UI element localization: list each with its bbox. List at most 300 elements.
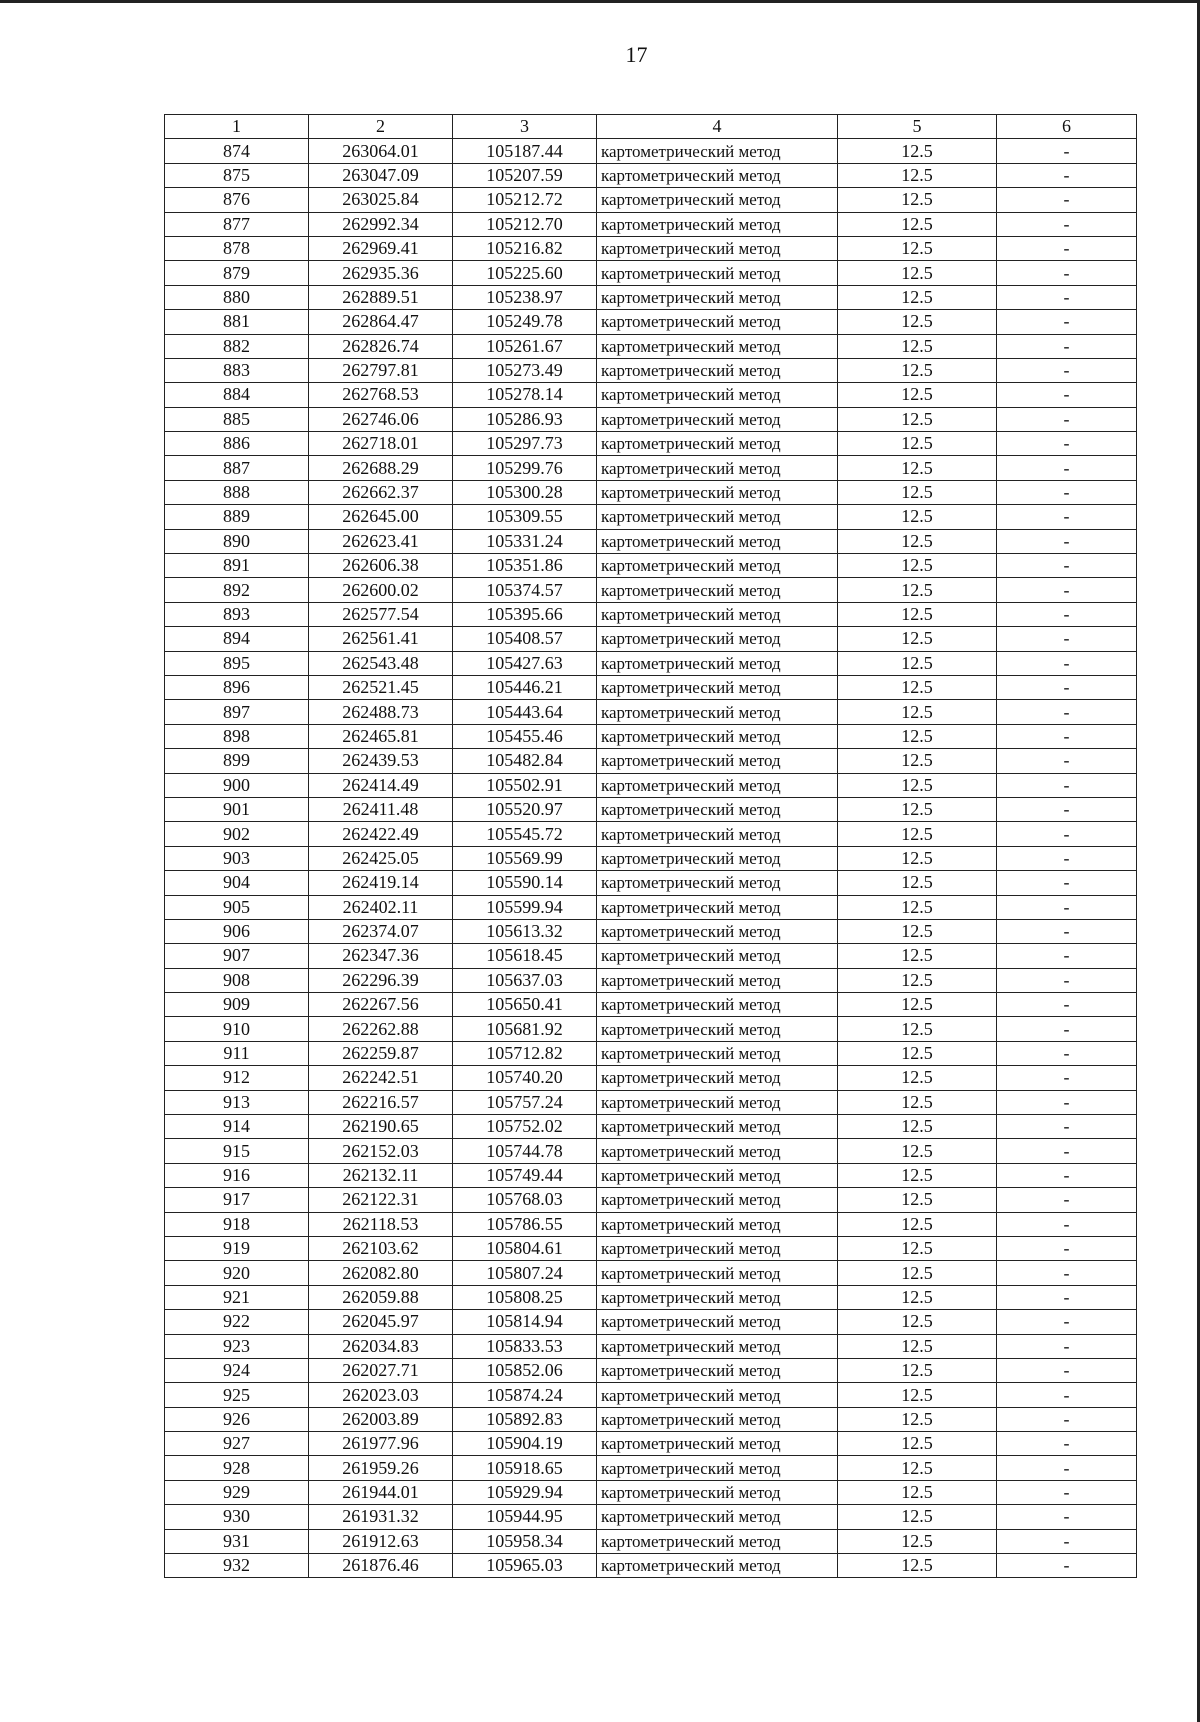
cell-accuracy: 12.5 — [838, 310, 997, 334]
cell-note: - — [997, 1212, 1137, 1236]
cell-point-number: 922 — [165, 1310, 309, 1334]
table-row — [165, 334, 1137, 358]
cell-method: картометрический метод — [597, 1285, 838, 1309]
cell-accuracy: 12.5 — [838, 1041, 997, 1065]
cell-note: - — [997, 1554, 1137, 1578]
cell-note: - — [997, 846, 1137, 870]
cell-point-number: 921 — [165, 1285, 309, 1309]
cell-note: - — [997, 1505, 1137, 1529]
cell-accuracy: 12.5 — [838, 773, 997, 797]
cell-y-coordinate: 105590.14 — [453, 871, 597, 895]
cell-note: - — [997, 1310, 1137, 1334]
cell-y-coordinate: 105520.97 — [453, 797, 597, 821]
table-row — [165, 1529, 1137, 1553]
cell-x-coordinate: 262411.48 — [309, 797, 453, 821]
column-header-2: 2 — [309, 115, 453, 139]
cell-y-coordinate: 105278.14 — [453, 383, 597, 407]
cell-point-number: 915 — [165, 1139, 309, 1163]
cell-method: картометрический метод — [597, 285, 838, 309]
cell-method: картометрический метод — [597, 1456, 838, 1480]
table-row — [165, 846, 1137, 870]
cell-point-number: 898 — [165, 724, 309, 748]
cell-method: картометрический метод — [597, 1041, 838, 1065]
cell-point-number: 894 — [165, 627, 309, 651]
cell-note: - — [997, 1529, 1137, 1553]
cell-y-coordinate: 105443.64 — [453, 700, 597, 724]
cell-note: - — [997, 358, 1137, 382]
table-row — [165, 968, 1137, 992]
cell-x-coordinate: 262023.03 — [309, 1383, 453, 1407]
cell-accuracy: 12.5 — [838, 1334, 997, 1358]
cell-note: - — [997, 1188, 1137, 1212]
cell-x-coordinate: 262935.36 — [309, 261, 453, 285]
cell-x-coordinate: 262718.01 — [309, 432, 453, 456]
cell-method: картометрический метод — [597, 602, 838, 626]
cell-note: - — [997, 797, 1137, 821]
cell-method: картометрический метод — [597, 700, 838, 724]
cell-point-number: 914 — [165, 1115, 309, 1139]
cell-accuracy: 12.5 — [838, 236, 997, 260]
cell-note: - — [997, 700, 1137, 724]
cell-accuracy: 12.5 — [838, 700, 997, 724]
table-row — [165, 1115, 1137, 1139]
cell-y-coordinate: 105944.95 — [453, 1505, 597, 1529]
cell-x-coordinate: 262296.39 — [309, 968, 453, 992]
table-row — [165, 1383, 1137, 1407]
cell-x-coordinate: 261959.26 — [309, 1456, 453, 1480]
cell-accuracy: 12.5 — [838, 968, 997, 992]
cell-x-coordinate: 262606.38 — [309, 554, 453, 578]
table-row — [165, 505, 1137, 529]
cell-x-coordinate: 261912.63 — [309, 1529, 453, 1553]
cell-x-coordinate: 262969.41 — [309, 236, 453, 260]
cell-x-coordinate: 263064.01 — [309, 139, 453, 163]
cell-point-number: 931 — [165, 1529, 309, 1553]
cell-method: картометрический метод — [597, 822, 838, 846]
cell-point-number: 902 — [165, 822, 309, 846]
cell-x-coordinate: 261944.01 — [309, 1480, 453, 1504]
cell-accuracy: 12.5 — [838, 1188, 997, 1212]
cell-y-coordinate: 105757.24 — [453, 1090, 597, 1114]
cell-method: картометрический метод — [597, 1017, 838, 1041]
cell-point-number: 912 — [165, 1066, 309, 1090]
cell-method: картометрический метод — [597, 432, 838, 456]
cell-y-coordinate: 105427.63 — [453, 651, 597, 675]
cell-point-number: 874 — [165, 139, 309, 163]
cell-accuracy: 12.5 — [838, 1017, 997, 1041]
cell-point-number: 916 — [165, 1163, 309, 1187]
cell-accuracy: 12.5 — [838, 895, 997, 919]
cell-x-coordinate: 262402.11 — [309, 895, 453, 919]
cell-point-number: 927 — [165, 1432, 309, 1456]
cell-y-coordinate: 105300.28 — [453, 480, 597, 504]
cell-x-coordinate: 262419.14 — [309, 871, 453, 895]
table-row — [165, 651, 1137, 675]
cell-y-coordinate: 105929.94 — [453, 1480, 597, 1504]
cell-point-number: 930 — [165, 1505, 309, 1529]
table-row — [165, 1310, 1137, 1334]
table-row — [165, 1505, 1137, 1529]
cell-accuracy: 12.5 — [838, 846, 997, 870]
cell-method: картометрический метод — [597, 554, 838, 578]
cell-point-number: 917 — [165, 1188, 309, 1212]
cell-y-coordinate: 105618.45 — [453, 944, 597, 968]
cell-method: картометрический метод — [597, 871, 838, 895]
table-row — [165, 944, 1137, 968]
cell-method: картометрический метод — [597, 627, 838, 651]
cell-note: - — [997, 310, 1137, 334]
cell-method: картометрический метод — [597, 1505, 838, 1529]
table-row — [165, 602, 1137, 626]
cell-y-coordinate: 105455.46 — [453, 724, 597, 748]
cell-note: - — [997, 749, 1137, 773]
cell-note: - — [997, 968, 1137, 992]
table-row — [165, 578, 1137, 602]
cell-x-coordinate: 262826.74 — [309, 334, 453, 358]
cell-point-number: 923 — [165, 1334, 309, 1358]
cell-y-coordinate: 105408.57 — [453, 627, 597, 651]
cell-note: - — [997, 1236, 1137, 1260]
cell-point-number: 904 — [165, 871, 309, 895]
table-row — [165, 1432, 1137, 1456]
cell-accuracy: 12.5 — [838, 1554, 997, 1578]
cell-x-coordinate: 262600.02 — [309, 578, 453, 602]
cell-method: картометрический метод — [597, 724, 838, 748]
cell-accuracy: 12.5 — [838, 1383, 997, 1407]
cell-x-coordinate: 262662.37 — [309, 480, 453, 504]
cell-note: - — [997, 919, 1137, 943]
cell-method: картометрический метод — [597, 188, 838, 212]
cell-note: - — [997, 432, 1137, 456]
cell-note: - — [997, 1407, 1137, 1431]
cell-method: картометрический метод — [597, 1090, 838, 1114]
cell-x-coordinate: 262045.97 — [309, 1310, 453, 1334]
cell-y-coordinate: 105569.99 — [453, 846, 597, 870]
cell-y-coordinate: 105225.60 — [453, 261, 597, 285]
table-row — [165, 236, 1137, 260]
cell-point-number: 880 — [165, 285, 309, 309]
cell-note: - — [997, 993, 1137, 1017]
page-number: 17 — [625, 42, 648, 67]
cell-accuracy: 12.5 — [838, 1310, 997, 1334]
cell-x-coordinate: 262992.34 — [309, 212, 453, 236]
cell-note: - — [997, 895, 1137, 919]
cell-method: картометрический метод — [597, 895, 838, 919]
cell-y-coordinate: 105874.24 — [453, 1383, 597, 1407]
cell-note: - — [997, 1261, 1137, 1285]
cell-method: картометрический метод — [597, 993, 838, 1017]
cell-method: картометрический метод — [597, 139, 838, 163]
cell-y-coordinate: 105216.82 — [453, 236, 597, 260]
cell-x-coordinate: 262267.56 — [309, 993, 453, 1017]
cell-point-number: 891 — [165, 554, 309, 578]
cell-method: картометрический метод — [597, 1236, 838, 1260]
cell-x-coordinate: 262864.47 — [309, 310, 453, 334]
cell-note: - — [997, 1041, 1137, 1065]
cell-x-coordinate: 261931.32 — [309, 1505, 453, 1529]
cell-method: картометрический метод — [597, 1310, 838, 1334]
cell-accuracy: 12.5 — [838, 1407, 997, 1431]
cell-y-coordinate: 105331.24 — [453, 529, 597, 553]
table-row — [165, 456, 1137, 480]
cell-method: картометрический метод — [597, 1188, 838, 1212]
cell-accuracy: 12.5 — [838, 554, 997, 578]
cell-accuracy: 12.5 — [838, 749, 997, 773]
cell-accuracy: 12.5 — [838, 1432, 997, 1456]
cell-method: картометрический метод — [597, 456, 838, 480]
cell-method: картометрический метод — [597, 749, 838, 773]
table-row — [165, 529, 1137, 553]
table-row — [165, 1480, 1137, 1504]
cell-accuracy: 12.5 — [838, 456, 997, 480]
cell-method: картометрический метод — [597, 1554, 838, 1578]
cell-accuracy: 12.5 — [838, 358, 997, 382]
cell-point-number: 906 — [165, 919, 309, 943]
table-row — [165, 993, 1137, 1017]
cell-point-number: 903 — [165, 846, 309, 870]
cell-accuracy: 12.5 — [838, 1066, 997, 1090]
cell-note: - — [997, 383, 1137, 407]
cell-method: картометрический метод — [597, 944, 838, 968]
table-row — [165, 1139, 1137, 1163]
table-row — [165, 895, 1137, 919]
cell-x-coordinate: 262190.65 — [309, 1115, 453, 1139]
table-row — [165, 480, 1137, 504]
cell-y-coordinate: 105637.03 — [453, 968, 597, 992]
table-row — [165, 554, 1137, 578]
cell-method: картометрический метод — [597, 1139, 838, 1163]
table-row — [165, 1041, 1137, 1065]
cell-point-number: 920 — [165, 1261, 309, 1285]
cell-y-coordinate: 105852.06 — [453, 1358, 597, 1382]
cell-accuracy: 12.5 — [838, 1285, 997, 1309]
cell-x-coordinate: 262152.03 — [309, 1139, 453, 1163]
table-row — [165, 1188, 1137, 1212]
cell-method: картометрический метод — [597, 1115, 838, 1139]
cell-note: - — [997, 1334, 1137, 1358]
cell-method: картометрический метод — [597, 1480, 838, 1504]
cell-accuracy: 12.5 — [838, 505, 997, 529]
cell-y-coordinate: 105749.44 — [453, 1163, 597, 1187]
cell-method: картометрический метод — [597, 334, 838, 358]
cell-note: - — [997, 578, 1137, 602]
cell-x-coordinate: 262132.11 — [309, 1163, 453, 1187]
cell-method: картометрический метод — [597, 505, 838, 529]
cell-method: картометрический метод — [597, 797, 838, 821]
cell-accuracy: 12.5 — [838, 432, 997, 456]
cell-y-coordinate: 105374.57 — [453, 578, 597, 602]
cell-accuracy: 12.5 — [838, 1236, 997, 1260]
cell-accuracy: 12.5 — [838, 163, 997, 187]
cell-accuracy: 12.5 — [838, 529, 997, 553]
cell-note: - — [997, 1358, 1137, 1382]
cell-accuracy: 12.5 — [838, 383, 997, 407]
cell-x-coordinate: 262521.45 — [309, 675, 453, 699]
cell-point-number: 884 — [165, 383, 309, 407]
cell-y-coordinate: 105261.67 — [453, 334, 597, 358]
cell-point-number: 913 — [165, 1090, 309, 1114]
cell-accuracy: 12.5 — [838, 139, 997, 163]
cell-method: картометрический метод — [597, 846, 838, 870]
cell-accuracy: 12.5 — [838, 1456, 997, 1480]
cell-y-coordinate: 105814.94 — [453, 1310, 597, 1334]
cell-method: картометрический метод — [597, 358, 838, 382]
cell-accuracy: 12.5 — [838, 1139, 997, 1163]
cell-y-coordinate: 105681.92 — [453, 1017, 597, 1041]
cell-note: - — [997, 285, 1137, 309]
cell-y-coordinate: 105502.91 — [453, 773, 597, 797]
cell-point-number: 897 — [165, 700, 309, 724]
cell-x-coordinate: 262439.53 — [309, 749, 453, 773]
cell-y-coordinate: 105918.65 — [453, 1456, 597, 1480]
cell-method: картометрический метод — [597, 578, 838, 602]
cell-y-coordinate: 105446.21 — [453, 675, 597, 699]
table-row — [165, 383, 1137, 407]
cell-accuracy: 12.5 — [838, 993, 997, 1017]
scan-border-top — [0, 0, 1200, 3]
cell-y-coordinate: 105786.55 — [453, 1212, 597, 1236]
cell-method: картометрический метод — [597, 1212, 838, 1236]
cell-method: картометрический метод — [597, 236, 838, 260]
cell-accuracy: 12.5 — [838, 675, 997, 699]
cell-note: - — [997, 1017, 1137, 1041]
cell-method: картометрический метод — [597, 407, 838, 431]
cell-accuracy: 12.5 — [838, 1480, 997, 1504]
table-row — [165, 1163, 1137, 1187]
cell-note: - — [997, 163, 1137, 187]
cell-accuracy: 12.5 — [838, 212, 997, 236]
cell-method: картометрический метод — [597, 1066, 838, 1090]
table-row — [165, 432, 1137, 456]
cell-accuracy: 12.5 — [838, 627, 997, 651]
cell-note: - — [997, 1090, 1137, 1114]
cell-point-number: 907 — [165, 944, 309, 968]
cell-y-coordinate: 105650.41 — [453, 993, 597, 1017]
cell-method: картометрический метод — [597, 310, 838, 334]
cell-y-coordinate: 105212.72 — [453, 188, 597, 212]
cell-point-number: 900 — [165, 773, 309, 797]
cell-x-coordinate: 262422.49 — [309, 822, 453, 846]
cell-accuracy: 12.5 — [838, 407, 997, 431]
cell-y-coordinate: 105249.78 — [453, 310, 597, 334]
cell-y-coordinate: 105712.82 — [453, 1041, 597, 1065]
table-row — [165, 627, 1137, 651]
cell-note: - — [997, 1480, 1137, 1504]
cell-point-number: 918 — [165, 1212, 309, 1236]
cell-y-coordinate: 105613.32 — [453, 919, 597, 943]
cell-point-number: 890 — [165, 529, 309, 553]
cell-x-coordinate: 262645.00 — [309, 505, 453, 529]
cell-method: картометрический метод — [597, 163, 838, 187]
table-row — [165, 1066, 1137, 1090]
column-header-1: 1 — [165, 115, 309, 139]
cell-point-number: 926 — [165, 1407, 309, 1431]
cell-y-coordinate: 105904.19 — [453, 1432, 597, 1456]
cell-x-coordinate: 262561.41 — [309, 627, 453, 651]
cell-accuracy: 12.5 — [838, 1090, 997, 1114]
table-row — [165, 261, 1137, 285]
cell-x-coordinate: 262122.31 — [309, 1188, 453, 1212]
cell-y-coordinate: 105965.03 — [453, 1554, 597, 1578]
cell-method: картометрический метод — [597, 675, 838, 699]
cell-note: - — [997, 1139, 1137, 1163]
cell-note: - — [997, 529, 1137, 553]
cell-note: - — [997, 944, 1137, 968]
cell-y-coordinate: 105187.44 — [453, 139, 597, 163]
cell-x-coordinate: 263025.84 — [309, 188, 453, 212]
cell-method: картометрический метод — [597, 1432, 838, 1456]
cell-point-number: 878 — [165, 236, 309, 260]
table-row — [165, 749, 1137, 773]
cell-accuracy: 12.5 — [838, 651, 997, 675]
cell-point-number: 908 — [165, 968, 309, 992]
cell-accuracy: 12.5 — [838, 480, 997, 504]
cell-y-coordinate: 105286.93 — [453, 407, 597, 431]
cell-point-number: 909 — [165, 993, 309, 1017]
cell-y-coordinate: 105807.24 — [453, 1261, 597, 1285]
cell-note: - — [997, 871, 1137, 895]
cell-note: - — [997, 456, 1137, 480]
cell-note: - — [997, 627, 1137, 651]
table-row — [165, 700, 1137, 724]
cell-point-number: 889 — [165, 505, 309, 529]
table-row — [165, 310, 1137, 334]
cell-method: картометрический метод — [597, 651, 838, 675]
cell-note: - — [997, 724, 1137, 748]
column-header-6: 6 — [997, 115, 1137, 139]
cell-x-coordinate: 262543.48 — [309, 651, 453, 675]
cell-point-number: 879 — [165, 261, 309, 285]
table-row — [165, 871, 1137, 895]
cell-point-number: 881 — [165, 310, 309, 334]
cell-y-coordinate: 105958.34 — [453, 1529, 597, 1553]
cell-y-coordinate: 105833.53 — [453, 1334, 597, 1358]
cell-note: - — [997, 602, 1137, 626]
cell-y-coordinate: 105238.97 — [453, 285, 597, 309]
table-row — [165, 139, 1137, 163]
cell-x-coordinate: 262414.49 — [309, 773, 453, 797]
cell-y-coordinate: 105351.86 — [453, 554, 597, 578]
table-row — [165, 797, 1137, 821]
cell-y-coordinate: 105299.76 — [453, 456, 597, 480]
table-row — [165, 358, 1137, 382]
cell-note: - — [997, 407, 1137, 431]
table-row — [165, 1407, 1137, 1431]
cell-method: картометрический метод — [597, 773, 838, 797]
cell-point-number: 910 — [165, 1017, 309, 1041]
cell-x-coordinate: 262488.73 — [309, 700, 453, 724]
table-row — [165, 675, 1137, 699]
cell-x-coordinate: 262465.81 — [309, 724, 453, 748]
cell-y-coordinate: 105599.94 — [453, 895, 597, 919]
cell-point-number: 888 — [165, 480, 309, 504]
cell-note: - — [997, 675, 1137, 699]
cell-y-coordinate: 105545.72 — [453, 822, 597, 846]
cell-accuracy: 12.5 — [838, 1529, 997, 1553]
cell-y-coordinate: 105207.59 — [453, 163, 597, 187]
cell-note: - — [997, 480, 1137, 504]
cell-y-coordinate: 105273.49 — [453, 358, 597, 382]
table-body — [165, 139, 1137, 1578]
table-row — [165, 1334, 1137, 1358]
cell-x-coordinate: 262623.41 — [309, 529, 453, 553]
cell-note: - — [997, 1383, 1137, 1407]
cell-method: картометрический метод — [597, 212, 838, 236]
table-row — [165, 1236, 1137, 1260]
cell-point-number: 901 — [165, 797, 309, 821]
cell-method: картометрический метод — [597, 1163, 838, 1187]
cell-y-coordinate: 105482.84 — [453, 749, 597, 773]
